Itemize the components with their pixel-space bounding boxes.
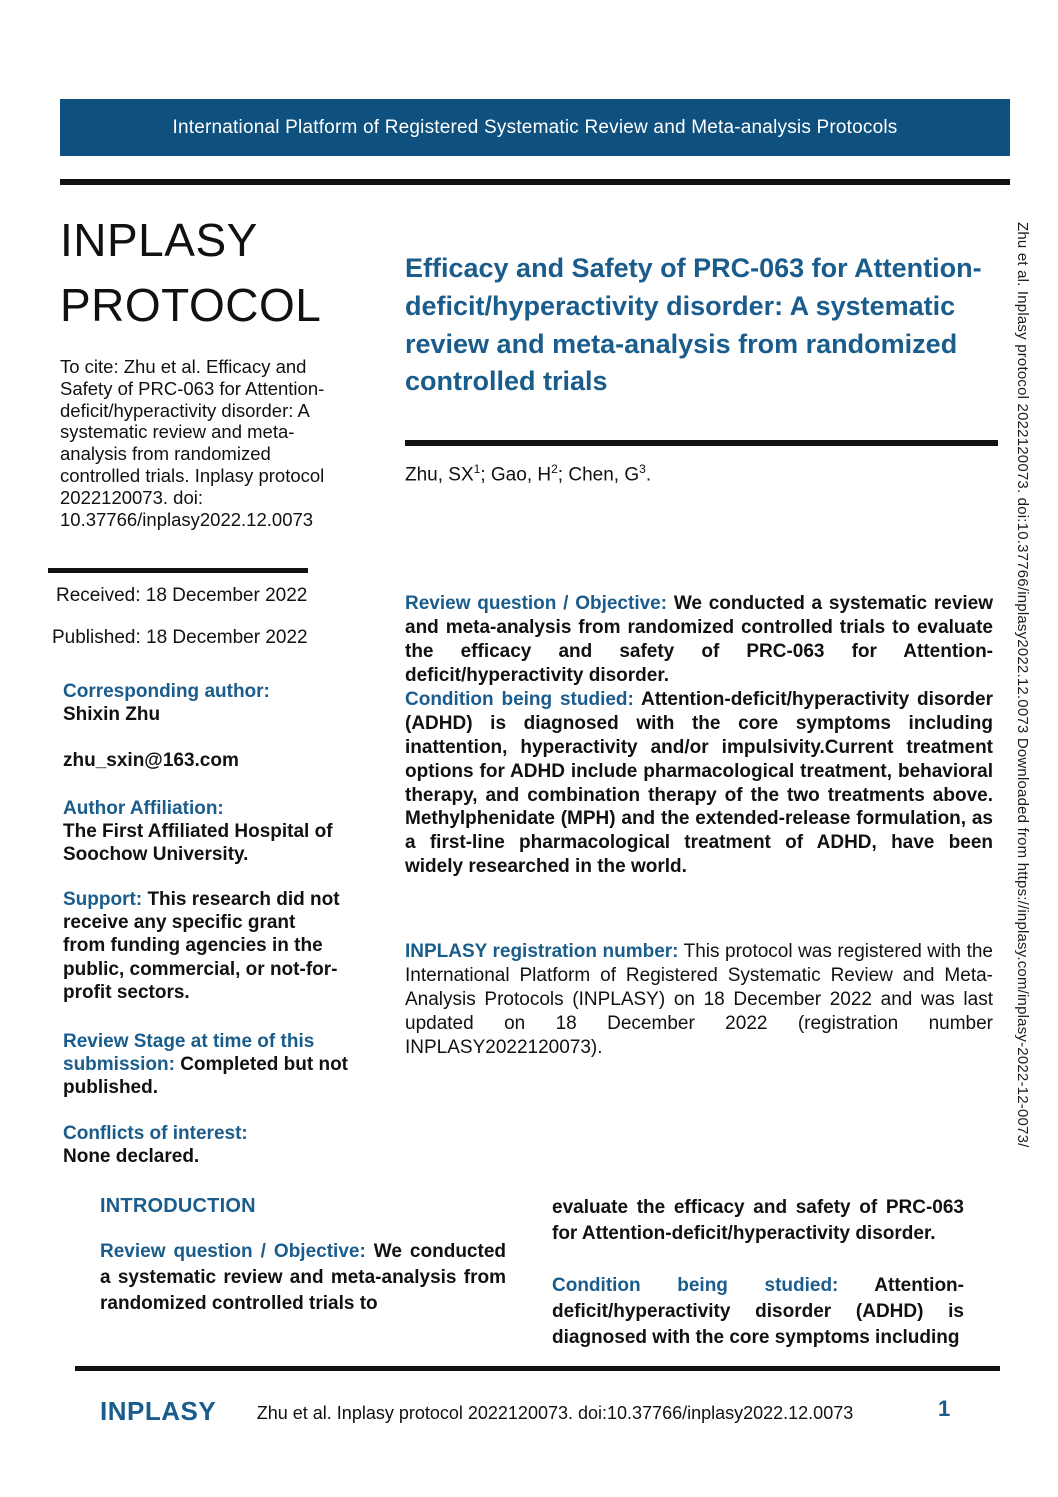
platform-banner-text: International Platform of Registered Systematic Review and Meta-analysis Protocols	[172, 116, 898, 138]
review-stage	[63, 1030, 349, 1100]
masthead	[60, 208, 321, 339]
condition-paragraph	[405, 688, 993, 880]
support-statement	[63, 888, 341, 1004]
registration-block	[405, 940, 993, 1060]
introduction-column-left	[100, 1239, 506, 1317]
condition-label: Condition being studied:	[405, 688, 634, 710]
platform-banner	[60, 99, 1010, 156]
intro-condition-label: Condition being studied:	[552, 1275, 839, 1297]
registration-paragraph	[405, 940, 993, 1060]
page-number: 1	[938, 1396, 951, 1421]
author-3: Chen, G	[568, 464, 640, 486]
footer-divider	[75, 1366, 1000, 1371]
top-divider	[60, 179, 1010, 185]
introduction-heading: INTRODUCTION	[100, 1195, 256, 1217]
author-1: Zhu, SX	[405, 464, 474, 486]
corresponding-author-label: Corresponding author:	[63, 681, 270, 702]
support-label: Support:	[63, 889, 143, 910]
conflicts-of-interest	[63, 1122, 343, 1168]
author-affiliation-label: Author Affiliation:	[63, 798, 224, 819]
introduction-column-right	[552, 1195, 964, 1351]
registration-label: INPLASY registration number:	[405, 941, 679, 962]
support-text: This research did not receive any specific grant from funding agencies in the public, commercial, or not-for-profit sectors.	[63, 889, 340, 1003]
review-stage-label: Review Stage at time of this submission:	[63, 1031, 315, 1076]
masthead-line2: PROTOCOL	[60, 279, 322, 332]
author-affiliation-text: The First Affiliated Hospital of Soochow University.	[63, 821, 333, 866]
author-1-affil-sup: 1	[473, 462, 481, 476]
footer-citation: Zhu et al. Inplasy protocol 2022120073. doi:10.37766/inplasy2022.12.0073	[256, 1403, 854, 1423]
condition-text: Attention-deficit/hyperactivity disorder (ADHD) is diagnosed with the core symptoms including inattention, hyperactivity and/or impulsivity.Current treatment options for ADHD include pharmacological treatment, behavioral therapy, and combination therapy of the two treatments above. Methylphenidate (MPH) and the extended-release formulation, as a first-line pharmacological treatment of ADHD, have been widely researched in the world.	[405, 688, 993, 878]
intro-review-question-text: We conducted a systematic review and meta-analysis from randomized controlled trials to	[100, 1241, 506, 1315]
citation-note: To cite: Zhu et al. Efficacy and Safety of PRC-063 for Attention-deficit/hyperactivity disorder: A systematic review and meta-analysis from randomized controlled trials. Inplasy protocol 2022120073. doi: 10.37766/inplasy2022.12.0073	[60, 356, 325, 530]
authors-period: .	[645, 464, 652, 486]
corresponding-author-name: Shixin Zhu	[63, 704, 161, 726]
conflicts-text: None declared.	[63, 1146, 200, 1168]
author-3-affil-sup: 3	[639, 462, 646, 476]
article-title: Efficacy and Safety of PRC-063 for Attention-deficit/hyperactivity disorder: A systematic review and meta-analysis from randomized controlled trials	[405, 253, 982, 397]
intro-condition-text: Attention-deficit/hyperactivity disorder (ADHD) is diagnosed with the core symptoms including	[552, 1275, 964, 1349]
author-2-affil-sup: 2	[551, 462, 558, 476]
authors-line	[405, 462, 651, 486]
corresponding-email: zhu_sxin@163.com	[63, 750, 239, 771]
abstract-block	[405, 592, 993, 879]
published-date: Published: 18 December 2022	[52, 627, 308, 648]
author-separator: ;	[557, 464, 569, 486]
received-date: Received: 18 December 2022	[56, 585, 308, 606]
intro-review-question-label: Review question / Objective:	[100, 1241, 366, 1262]
review-stage-text: Completed but not published.	[63, 1054, 348, 1099]
masthead-line1: INPLASY	[60, 214, 258, 266]
review-question-paragraph	[405, 592, 993, 688]
author-2: Gao, H	[490, 464, 552, 486]
intro-continuation-text: evaluate the efficacy and safety of PRC-063 for Attention-deficit/hyperactivity disorder.	[552, 1197, 964, 1245]
conflicts-label: Conflicts of interest:	[63, 1123, 248, 1144]
author-separator: ;	[480, 464, 491, 486]
registration-text: This protocol was registered with the International Platform of Registered Systematic Review and Meta-Analysis Protocols (INPLASY) on 18 December 2022 and was last updated on 18 December 2022 (registration number INPLASY2022120073).	[405, 941, 993, 1058]
review-question-label: Review question / Objective:	[405, 593, 668, 614]
footer-brand: INPLASY	[100, 1396, 217, 1426]
review-question-text: We conducted a systematic review and meta-analysis from randomized controlled trials to evaluate the efficacy and safety of PRC-063 for Attention-deficit/hyperactivity disorder.	[405, 593, 994, 686]
title-divider	[405, 440, 998, 446]
margin-download-note: Zhu et al. Inplasy protocol 2022120073. doi:10.37766/inplasy2022.12.0073 Downloaded from https://inplasy.com/inplasy-2022-12-0073/	[1014, 222, 1031, 1148]
author-affiliation	[63, 797, 343, 867]
corresponding-author	[63, 680, 270, 726]
sidebar-divider	[48, 568, 308, 573]
intro-condition-paragraph	[552, 1273, 964, 1351]
